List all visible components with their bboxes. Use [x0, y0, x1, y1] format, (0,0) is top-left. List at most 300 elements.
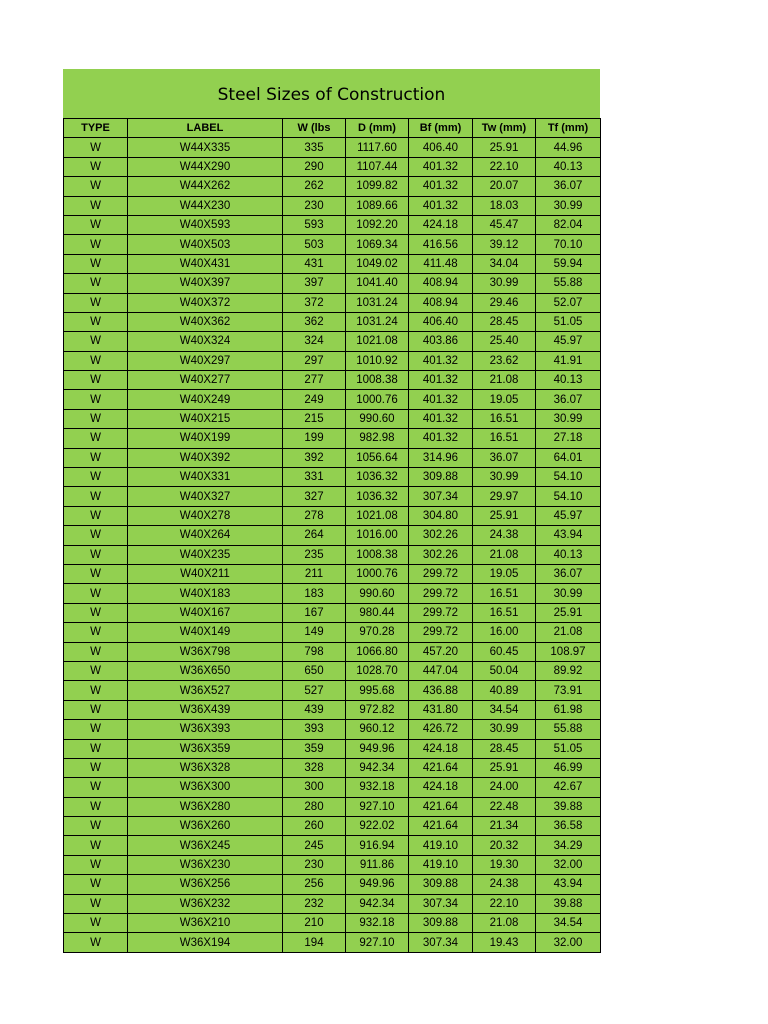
flange-width-cell: 309.88 — [409, 875, 473, 894]
flange-thickness-cell: 61.98 — [536, 700, 601, 719]
web-thickness-cell: 60.45 — [473, 642, 536, 661]
weight-cell: 372 — [283, 293, 346, 312]
table-row — [64, 623, 601, 642]
web-thickness-cell: 25.91 — [473, 138, 536, 157]
type-cell: W — [64, 933, 128, 952]
flange-thickness-cell: 21.08 — [536, 623, 601, 642]
web-thickness-cell: 18.03 — [473, 196, 536, 215]
type-cell: W — [64, 293, 128, 312]
flange-width-cell: 307.34 — [409, 487, 473, 506]
flange-width-cell: 419.10 — [409, 836, 473, 855]
header-type: TYPE — [64, 119, 128, 138]
type-cell: W — [64, 603, 128, 622]
flange-width-cell: 401.32 — [409, 157, 473, 176]
label-cell: W44X290 — [128, 157, 283, 176]
weight-cell: 149 — [283, 623, 346, 642]
web-thickness-cell: 24.00 — [473, 778, 536, 797]
depth-cell: 927.10 — [346, 797, 409, 816]
flange-thickness-cell: 45.97 — [536, 506, 601, 525]
web-thickness-cell: 30.99 — [473, 274, 536, 293]
web-thickness-cell: 30.99 — [473, 468, 536, 487]
weight-cell: 264 — [283, 526, 346, 545]
web-thickness-cell: 28.45 — [473, 739, 536, 758]
flange-thickness-cell: 59.94 — [536, 254, 601, 273]
depth-cell: 1016.00 — [346, 526, 409, 545]
label-cell: W40X331 — [128, 468, 283, 487]
weight-cell: 397 — [283, 274, 346, 293]
header-web-thickness: Tw (mm) — [473, 119, 536, 138]
flange-width-cell: 416.56 — [409, 235, 473, 254]
type-cell: W — [64, 196, 128, 215]
type-cell: W — [64, 429, 128, 448]
type-cell: W — [64, 564, 128, 583]
weight-cell: 393 — [283, 720, 346, 739]
table-row — [64, 584, 601, 603]
type-cell: W — [64, 448, 128, 467]
flange-thickness-cell: 36.07 — [536, 390, 601, 409]
weight-cell: 232 — [283, 894, 346, 913]
flange-thickness-cell: 51.05 — [536, 312, 601, 331]
web-thickness-cell: 25.91 — [473, 758, 536, 777]
table-row — [64, 855, 601, 874]
flange-width-cell: 419.10 — [409, 855, 473, 874]
depth-cell: 1021.08 — [346, 332, 409, 351]
weight-cell: 527 — [283, 681, 346, 700]
label-cell: W40X327 — [128, 487, 283, 506]
flange-width-cell: 302.26 — [409, 526, 473, 545]
depth-cell: 1036.32 — [346, 468, 409, 487]
flange-width-cell: 401.32 — [409, 409, 473, 428]
label-cell: W40X362 — [128, 312, 283, 331]
flange-thickness-cell: 51.05 — [536, 739, 601, 758]
label-cell: W36X300 — [128, 778, 283, 797]
depth-cell: 1000.76 — [346, 390, 409, 409]
depth-cell: 916.94 — [346, 836, 409, 855]
flange-width-cell: 447.04 — [409, 661, 473, 680]
table-row — [64, 797, 601, 816]
type-cell: W — [64, 797, 128, 816]
flange-width-cell: 406.40 — [409, 138, 473, 157]
flange-thickness-cell: 30.99 — [536, 409, 601, 428]
header-weight: W (lbs — [283, 119, 346, 138]
flange-width-cell: 436.88 — [409, 681, 473, 700]
table-row — [64, 526, 601, 545]
depth-cell: 1092.20 — [346, 215, 409, 234]
label-cell: W44X335 — [128, 138, 283, 157]
flange-thickness-cell: 32.00 — [536, 933, 601, 952]
flange-width-cell: 401.32 — [409, 429, 473, 448]
type-cell: W — [64, 681, 128, 700]
type-cell: W — [64, 623, 128, 642]
weight-cell: 324 — [283, 332, 346, 351]
flange-thickness-cell: 36.07 — [536, 177, 601, 196]
type-cell: W — [64, 778, 128, 797]
flange-width-cell: 401.32 — [409, 351, 473, 370]
web-thickness-cell: 39.12 — [473, 235, 536, 254]
web-thickness-cell: 16.00 — [473, 623, 536, 642]
weight-cell: 650 — [283, 661, 346, 680]
flange-thickness-cell: 30.99 — [536, 584, 601, 603]
type-cell: W — [64, 157, 128, 176]
weight-cell: 260 — [283, 817, 346, 836]
type-cell: W — [64, 526, 128, 545]
web-thickness-cell: 21.34 — [473, 817, 536, 836]
web-thickness-cell: 19.30 — [473, 855, 536, 874]
depth-cell: 1099.82 — [346, 177, 409, 196]
web-thickness-cell: 19.05 — [473, 564, 536, 583]
flange-width-cell: 426.72 — [409, 720, 473, 739]
web-thickness-cell: 19.43 — [473, 933, 536, 952]
table-row — [64, 836, 601, 855]
flange-width-cell: 424.18 — [409, 778, 473, 797]
type-cell: W — [64, 371, 128, 390]
label-cell: W36X210 — [128, 914, 283, 933]
table-row — [64, 778, 601, 797]
table-row — [64, 642, 601, 661]
flange-width-cell: 424.18 — [409, 215, 473, 234]
flange-width-cell: 421.64 — [409, 817, 473, 836]
type-cell: W — [64, 758, 128, 777]
label-cell: W44X230 — [128, 196, 283, 215]
label-cell: W40X199 — [128, 429, 283, 448]
type-cell: W — [64, 584, 128, 603]
label-cell: W36X230 — [128, 855, 283, 874]
flange-thickness-cell: 39.88 — [536, 797, 601, 816]
flange-thickness-cell: 55.88 — [536, 274, 601, 293]
flange-width-cell: 424.18 — [409, 739, 473, 758]
table-row — [64, 506, 601, 525]
web-thickness-cell: 24.38 — [473, 875, 536, 894]
web-thickness-cell: 50.04 — [473, 661, 536, 680]
flange-thickness-cell: 25.91 — [536, 603, 601, 622]
depth-cell: 1010.92 — [346, 351, 409, 370]
weight-cell: 215 — [283, 409, 346, 428]
type-cell: W — [64, 914, 128, 933]
web-thickness-cell: 23.62 — [473, 351, 536, 370]
flange-thickness-cell: 108.97 — [536, 642, 601, 661]
weight-cell: 359 — [283, 739, 346, 758]
flange-thickness-cell: 55.88 — [536, 720, 601, 739]
weight-cell: 167 — [283, 603, 346, 622]
depth-cell: 1107.44 — [346, 157, 409, 176]
table-row — [64, 274, 601, 293]
web-thickness-cell: 34.04 — [473, 254, 536, 273]
flange-width-cell: 406.40 — [409, 312, 473, 331]
web-thickness-cell: 16.51 — [473, 584, 536, 603]
flange-width-cell: 421.64 — [409, 758, 473, 777]
web-thickness-cell: 20.07 — [473, 177, 536, 196]
depth-cell: 1056.64 — [346, 448, 409, 467]
table-row — [64, 409, 601, 428]
weight-cell: 431 — [283, 254, 346, 273]
depth-cell: 1036.32 — [346, 487, 409, 506]
type-cell: W — [64, 661, 128, 680]
web-thickness-cell: 25.40 — [473, 332, 536, 351]
flange-width-cell: 408.94 — [409, 274, 473, 293]
flange-width-cell: 408.94 — [409, 293, 473, 312]
flange-thickness-cell: 64.01 — [536, 448, 601, 467]
flange-thickness-cell: 42.67 — [536, 778, 601, 797]
flange-thickness-cell: 32.00 — [536, 855, 601, 874]
label-cell: W40X324 — [128, 332, 283, 351]
depth-cell: 1000.76 — [346, 564, 409, 583]
label-cell: W36X527 — [128, 681, 283, 700]
depth-cell: 1021.08 — [346, 506, 409, 525]
table-row — [64, 758, 601, 777]
label-cell: W36X393 — [128, 720, 283, 739]
label-cell: W36X260 — [128, 817, 283, 836]
label-cell: W40X397 — [128, 274, 283, 293]
depth-cell: 932.18 — [346, 914, 409, 933]
depth-cell: 911.86 — [346, 855, 409, 874]
weight-cell: 262 — [283, 177, 346, 196]
weight-cell: 245 — [283, 836, 346, 855]
weight-cell: 230 — [283, 855, 346, 874]
type-cell: W — [64, 875, 128, 894]
weight-cell: 256 — [283, 875, 346, 894]
flange-width-cell: 299.72 — [409, 623, 473, 642]
depth-cell: 990.60 — [346, 409, 409, 428]
type-cell: W — [64, 468, 128, 487]
flange-thickness-cell: 45.97 — [536, 332, 601, 351]
web-thickness-cell: 29.97 — [473, 487, 536, 506]
weight-cell: 211 — [283, 564, 346, 583]
weight-cell: 277 — [283, 371, 346, 390]
depth-cell: 1066.80 — [346, 642, 409, 661]
depth-cell: 1069.34 — [346, 235, 409, 254]
depth-cell: 980.44 — [346, 603, 409, 622]
flange-width-cell: 299.72 — [409, 564, 473, 583]
flange-thickness-cell: 30.99 — [536, 196, 601, 215]
table-row — [64, 254, 601, 273]
header-depth: D (mm) — [346, 119, 409, 138]
flange-width-cell: 309.88 — [409, 468, 473, 487]
flange-thickness-cell: 54.10 — [536, 487, 601, 506]
flange-thickness-cell: 36.58 — [536, 817, 601, 836]
flange-thickness-cell: 46.99 — [536, 758, 601, 777]
type-cell: W — [64, 739, 128, 758]
web-thickness-cell: 45.47 — [473, 215, 536, 234]
flange-thickness-cell: 82.04 — [536, 215, 601, 234]
depth-cell: 1031.24 — [346, 293, 409, 312]
depth-cell: 982.98 — [346, 429, 409, 448]
weight-cell: 439 — [283, 700, 346, 719]
table-row — [64, 545, 601, 564]
flange-width-cell: 309.88 — [409, 914, 473, 933]
table-row — [64, 875, 601, 894]
table-row — [64, 312, 601, 331]
flange-thickness-cell: 43.94 — [536, 526, 601, 545]
flange-thickness-cell: 40.13 — [536, 371, 601, 390]
table-row — [64, 177, 601, 196]
depth-cell: 1008.38 — [346, 371, 409, 390]
label-cell: W36X245 — [128, 836, 283, 855]
table-row — [64, 487, 601, 506]
flange-width-cell: 304.80 — [409, 506, 473, 525]
weight-cell: 290 — [283, 157, 346, 176]
label-cell: W36X359 — [128, 739, 283, 758]
table-row — [64, 681, 601, 700]
depth-cell: 927.10 — [346, 933, 409, 952]
web-thickness-cell: 36.07 — [473, 448, 536, 467]
depth-cell: 970.28 — [346, 623, 409, 642]
web-thickness-cell: 25.91 — [473, 506, 536, 525]
flange-thickness-cell: 27.18 — [536, 429, 601, 448]
label-cell: W40X297 — [128, 351, 283, 370]
flange-width-cell: 403.86 — [409, 332, 473, 351]
type-cell: W — [64, 894, 128, 913]
flange-thickness-cell: 34.54 — [536, 914, 601, 933]
label-cell: W40X235 — [128, 545, 283, 564]
weight-cell: 280 — [283, 797, 346, 816]
label-cell: W36X280 — [128, 797, 283, 816]
label-cell: W36X232 — [128, 894, 283, 913]
flange-width-cell: 401.32 — [409, 371, 473, 390]
weight-cell: 593 — [283, 215, 346, 234]
type-cell: W — [64, 390, 128, 409]
table-row — [64, 351, 601, 370]
label-cell: W40X215 — [128, 409, 283, 428]
depth-cell: 1089.66 — [346, 196, 409, 215]
table-row — [64, 739, 601, 758]
depth-cell: 1041.40 — [346, 274, 409, 293]
depth-cell: 1117.60 — [346, 138, 409, 157]
label-cell: W36X194 — [128, 933, 283, 952]
label-cell: W36X256 — [128, 875, 283, 894]
label-cell: W40X277 — [128, 371, 283, 390]
weight-cell: 331 — [283, 468, 346, 487]
table-row — [64, 817, 601, 836]
flange-width-cell: 314.96 — [409, 448, 473, 467]
table-row — [64, 914, 601, 933]
flange-thickness-cell: 54.10 — [536, 468, 601, 487]
web-thickness-cell: 20.32 — [473, 836, 536, 855]
depth-cell: 990.60 — [346, 584, 409, 603]
label-cell: W44X262 — [128, 177, 283, 196]
table-row — [64, 215, 601, 234]
type-cell: W — [64, 409, 128, 428]
weight-cell: 249 — [283, 390, 346, 409]
table-row — [64, 894, 601, 913]
type-cell: W — [64, 700, 128, 719]
header-label: LABEL — [128, 119, 283, 138]
web-thickness-cell: 34.54 — [473, 700, 536, 719]
flange-width-cell: 307.34 — [409, 933, 473, 952]
header-row — [64, 119, 601, 138]
table-row — [64, 429, 601, 448]
flange-thickness-cell: 36.07 — [536, 564, 601, 583]
label-cell: W36X328 — [128, 758, 283, 777]
depth-cell: 922.02 — [346, 817, 409, 836]
label-cell: W40X503 — [128, 235, 283, 254]
flange-thickness-cell: 39.88 — [536, 894, 601, 913]
depth-cell: 1008.38 — [346, 545, 409, 564]
web-thickness-cell: 22.10 — [473, 894, 536, 913]
weight-cell: 798 — [283, 642, 346, 661]
flange-width-cell: 299.72 — [409, 584, 473, 603]
web-thickness-cell: 22.10 — [473, 157, 536, 176]
web-thickness-cell: 21.08 — [473, 371, 536, 390]
weight-cell: 503 — [283, 235, 346, 254]
table-row — [64, 390, 601, 409]
table-row — [64, 332, 601, 351]
weight-cell: 392 — [283, 448, 346, 467]
type-cell: W — [64, 817, 128, 836]
flange-width-cell: 411.48 — [409, 254, 473, 273]
weight-cell: 183 — [283, 584, 346, 603]
table-row — [64, 235, 601, 254]
table-row — [64, 293, 601, 312]
label-cell: W40X249 — [128, 390, 283, 409]
table-row — [64, 933, 601, 952]
table-row — [64, 468, 601, 487]
table-row — [64, 371, 601, 390]
flange-width-cell: 421.64 — [409, 797, 473, 816]
flange-thickness-cell: 34.29 — [536, 836, 601, 855]
flange-width-cell: 431.80 — [409, 700, 473, 719]
type-cell: W — [64, 855, 128, 874]
flange-thickness-cell: 40.13 — [536, 157, 601, 176]
steel-sizes-sheet — [63, 69, 600, 953]
web-thickness-cell: 28.45 — [473, 312, 536, 331]
depth-cell: 949.96 — [346, 739, 409, 758]
web-thickness-cell: 40.89 — [473, 681, 536, 700]
table-row — [64, 603, 601, 622]
depth-cell: 949.96 — [346, 875, 409, 894]
weight-cell: 300 — [283, 778, 346, 797]
depth-cell: 942.34 — [346, 894, 409, 913]
flange-thickness-cell: 44.96 — [536, 138, 601, 157]
table-row — [64, 720, 601, 739]
web-thickness-cell: 30.99 — [473, 720, 536, 739]
weight-cell: 199 — [283, 429, 346, 448]
weight-cell: 278 — [283, 506, 346, 525]
table-row — [64, 661, 601, 680]
steel-sizes-table — [63, 118, 601, 953]
table-row — [64, 196, 601, 215]
label-cell: W40X593 — [128, 215, 283, 234]
depth-cell: 1028.70 — [346, 661, 409, 680]
sheet-title: Steel Sizes of Construction — [63, 69, 600, 118]
flange-thickness-cell: 73.91 — [536, 681, 601, 700]
type-cell: W — [64, 351, 128, 370]
type-cell: W — [64, 254, 128, 273]
web-thickness-cell: 16.51 — [473, 409, 536, 428]
depth-cell: 1031.24 — [346, 312, 409, 331]
flange-width-cell: 299.72 — [409, 603, 473, 622]
type-cell: W — [64, 506, 128, 525]
label-cell: W40X278 — [128, 506, 283, 525]
flange-thickness-cell: 89.92 — [536, 661, 601, 680]
weight-cell: 328 — [283, 758, 346, 777]
depth-cell: 995.68 — [346, 681, 409, 700]
label-cell: W40X167 — [128, 603, 283, 622]
type-cell: W — [64, 836, 128, 855]
weight-cell: 194 — [283, 933, 346, 952]
type-cell: W — [64, 332, 128, 351]
weight-cell: 230 — [283, 196, 346, 215]
flange-width-cell: 302.26 — [409, 545, 473, 564]
depth-cell: 960.12 — [346, 720, 409, 739]
flange-thickness-cell: 41.91 — [536, 351, 601, 370]
label-cell: W40X372 — [128, 293, 283, 312]
flange-width-cell: 401.32 — [409, 177, 473, 196]
web-thickness-cell: 24.38 — [473, 526, 536, 545]
flange-thickness-cell: 52.07 — [536, 293, 601, 312]
web-thickness-cell: 22.48 — [473, 797, 536, 816]
type-cell: W — [64, 215, 128, 234]
weight-cell: 335 — [283, 138, 346, 157]
